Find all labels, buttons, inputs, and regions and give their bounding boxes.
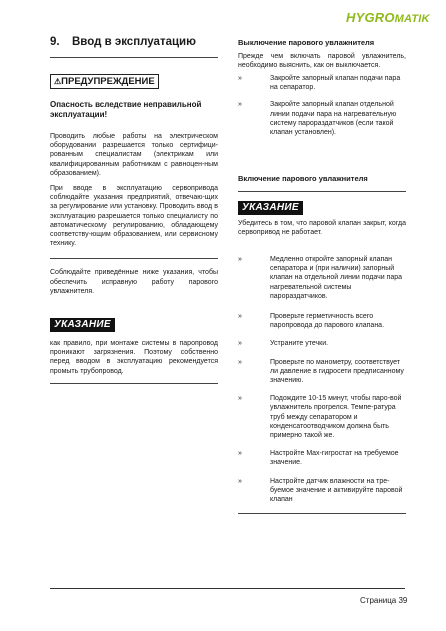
note-text: как правило, при монтаже системы в паропровод проникают загрязнения. Поэтому собственно перед вводом в эксплуатацию рекомендуется промыть трубопровод. xyxy=(50,340,218,375)
list-item: » Закройте запорный клапан подачи пара на сепаратор. xyxy=(238,74,401,92)
bullet-icon: » xyxy=(238,340,242,348)
bullet-icon: » xyxy=(238,74,242,82)
paragraph-electric: Проводить любые работы на электрическом оборудовании разрешается только сертифици-рованным специалистам (электрикам или квалифицированным работникам с равноцен-ным образованием). xyxy=(50,133,218,177)
page-number: Страница 39 xyxy=(360,596,408,605)
list-item: » Подождите 10-15 минут, чтобы паро-вой увлажнитель прогрелся. Темпе-ратура труб между сепаратором и конденсатоотводчиком должна быть примерно такой же. xyxy=(238,395,402,440)
startup-end-rule xyxy=(238,513,406,514)
paragraph-commissioning: При вводе в эксплуатацию сервопривода соблюдайте указания предприятий, отвечаю-щих за регулирование или установку. Проводить ввод в эксплуатацию разрешается только специалисту по автоматическому регулированию, обладающему соответству-ющим образованием, или сервисному технику. xyxy=(50,185,218,248)
note-box xyxy=(50,314,218,332)
shutdown-title: Выключение парового увлажнителя xyxy=(238,38,375,47)
divider xyxy=(50,258,218,259)
note-label: УКАЗАНИЕ xyxy=(50,318,115,332)
warning-label: ПРЕДУПРЕЖДЕНИЕ xyxy=(61,76,155,87)
list-item: » Настройте датчик влажности на тре-буемое значение и активируйте паровой клапан xyxy=(238,477,403,504)
list-item: » Устраните утечки. xyxy=(238,340,329,348)
footer-rule xyxy=(50,588,405,589)
bullet-icon: » xyxy=(238,313,242,321)
warning-box xyxy=(50,71,218,89)
hygromatik-logo xyxy=(346,10,430,25)
warning-triangle-icon: ⚠ xyxy=(54,77,62,86)
section-title-text: Ввод в эксплуатацию xyxy=(72,36,196,48)
list-item: » Закройте запорный клапан отдельной линии подачи пара на нагревательную систему парораздатчиков (если такой клапан установлен). xyxy=(238,101,397,136)
bullet-icon: » xyxy=(238,477,242,485)
bullet-icon: » xyxy=(238,450,242,458)
list-item: » Медленно откройте запорный клапан сепаратора и (при наличии) запорный клапан на отдельной линии подачи пара нагревательной системы парораздатчиков. xyxy=(238,256,403,300)
note-label: УКАЗАНИЕ xyxy=(238,201,303,215)
left-column xyxy=(50,36,218,384)
bullet-icon: » xyxy=(238,395,242,403)
note-rule xyxy=(50,383,218,384)
warning-heading: Опасность вследствие неправильной эксплуатации! xyxy=(50,100,202,119)
startup-title: Включение парового увлажнителя xyxy=(238,174,368,184)
logo-text-part1: HYGRO xyxy=(346,10,395,25)
startup-steps xyxy=(238,255,406,504)
bullet-icon: » xyxy=(238,101,242,109)
list-item: » Проверьте по манометру, соответствует ли давление в гидросети предписанному значению. xyxy=(238,358,404,385)
note-box xyxy=(238,197,406,215)
startup-rule xyxy=(238,191,406,192)
bullet-icon: » xyxy=(238,256,242,264)
right-column xyxy=(238,38,406,514)
bullet-icon: » xyxy=(238,358,242,366)
logo-text-part2: MATIK xyxy=(394,13,430,25)
list-item: » Настройте Max-гигростат на требуемое значение. xyxy=(238,450,399,467)
shutdown-intro: Прежде чем включать паровой увлажнитель, необходимо выяснить, как он выключается. xyxy=(238,52,406,69)
section-rule xyxy=(50,57,218,58)
note-text: Убедитесь в том, что паровой клапан закрыт, когда сервопривод не работает. xyxy=(238,219,406,236)
list-item: » Проверьте герметичность всего паропровода до парового клапана. xyxy=(238,313,385,330)
section-number: 9. xyxy=(50,36,60,48)
shutdown-steps xyxy=(238,74,406,137)
section-title xyxy=(50,36,218,48)
paragraph-instructions: Соблюдайте приведённые ниже указания, чтобы обеспечить исправную работу парового увлажнителя. xyxy=(50,269,218,295)
